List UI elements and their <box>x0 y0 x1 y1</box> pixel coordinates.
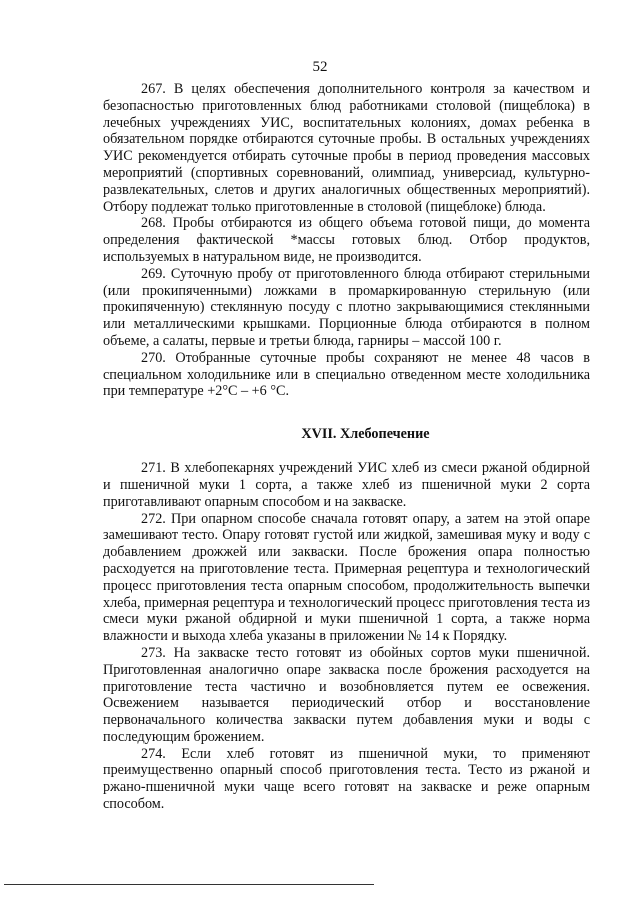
document-body <box>103 81 590 813</box>
paragraph-272: 272. При опарном способе сначала готовят опару, а затем на этой опаре замешивают тесто. Опару готовят густой или жидкой, замешивая муку и воду с добавлением дрожжей или закваски. После брожения опара полностью расходуется на приготовление теста. Примерная рецептура и технологический процесс приготовления теста опарным способом, продолжительность выпечки хлеба, примерная рецептура и технологический процесс приготовления теста из смеси муки ржаной обдирной и муки пшеничной 1 сорта, а также норма влажности и выхода хлеба указаны в приложении № 14 к Порядку. <box>103 510 590 645</box>
section-heading: XVII. Хлебопечение <box>301 426 430 443</box>
paragraph-267: 267. В целях обеспечения дополнительного контроля за качеством и безопасностью приготовленных блюд работниками столовой (пищеблока) в лечебных учреждениях УИС, воспитательных колониях, домах ребенка в обязательном порядке отбираются суточные пробы. В остальных учреждениях УИС рекомендуется отбирать суточные пробы в период проведения массовых мероприятий (спортивных соревнований, олимпиад, универсиад, культурно-развлекательных, слетов и других аналогичных общественных мероприятий). Отбору подлежат только приготовленные в столовой (пищеблоке) блюда. <box>103 81 590 215</box>
spacer <box>103 400 590 426</box>
footer-divider <box>4 884 374 885</box>
paragraph-269: 269. Суточную пробу от приготовленного блюда отбирают стерильными (или прокипяченными) ложками в промаркированную стерильную (или прокипяченную) стеклянную посуду с плотно закрывающимися стеклянными или металлическими крышками. Порционные блюда отбираются в полном объеме, а салаты, первые и третьи блюда, гарниры – массой 100 г. <box>103 265 590 349</box>
page-number: 52 <box>312 59 328 75</box>
paragraph-273: 273. На закваске тесто готовят из обойных сортов муки пшеничной. Приготовленная аналогично опаре закваска после брожения расходуется на приготовление теста частично и возобновляется путем ее освежения. Освежением называется периодический отбор и восстановление первоначального количества закваски путем добавления муки и воды с последующим брожением. <box>103 644 590 745</box>
spacer <box>103 443 590 460</box>
paragraph-274: 274. Если хлеб готовят из пшеничной муки, то применяют преимущественно опарный способ приготовления теста. Тесто из ржаной и ржано-пшеничной муки чаще всего готовят на закваске и реже опарным способом. <box>103 745 590 813</box>
paragraph-268: 268. Пробы отбираются из общего объема готовой пищи, до момента определения фактической *массы готовых блюд. Отбор продуктов, используемых в натуральном виде, не производится. <box>103 215 590 265</box>
paragraph-270: 270. Отобранные суточные пробы сохраняют не менее 48 часов в специальном холодильнике или в специально отведенном месте холодильника при температуре +2°С – +6 °С. <box>103 349 590 400</box>
paragraph-271: 271. В хлебопекарнях учреждений УИС хлеб из смеси ржаной обдирной и пшеничной муки 1 сорта, а также хлеб из пшеничной муки 2 сорта приготавливают опарным способом и на закваске. <box>103 460 590 510</box>
